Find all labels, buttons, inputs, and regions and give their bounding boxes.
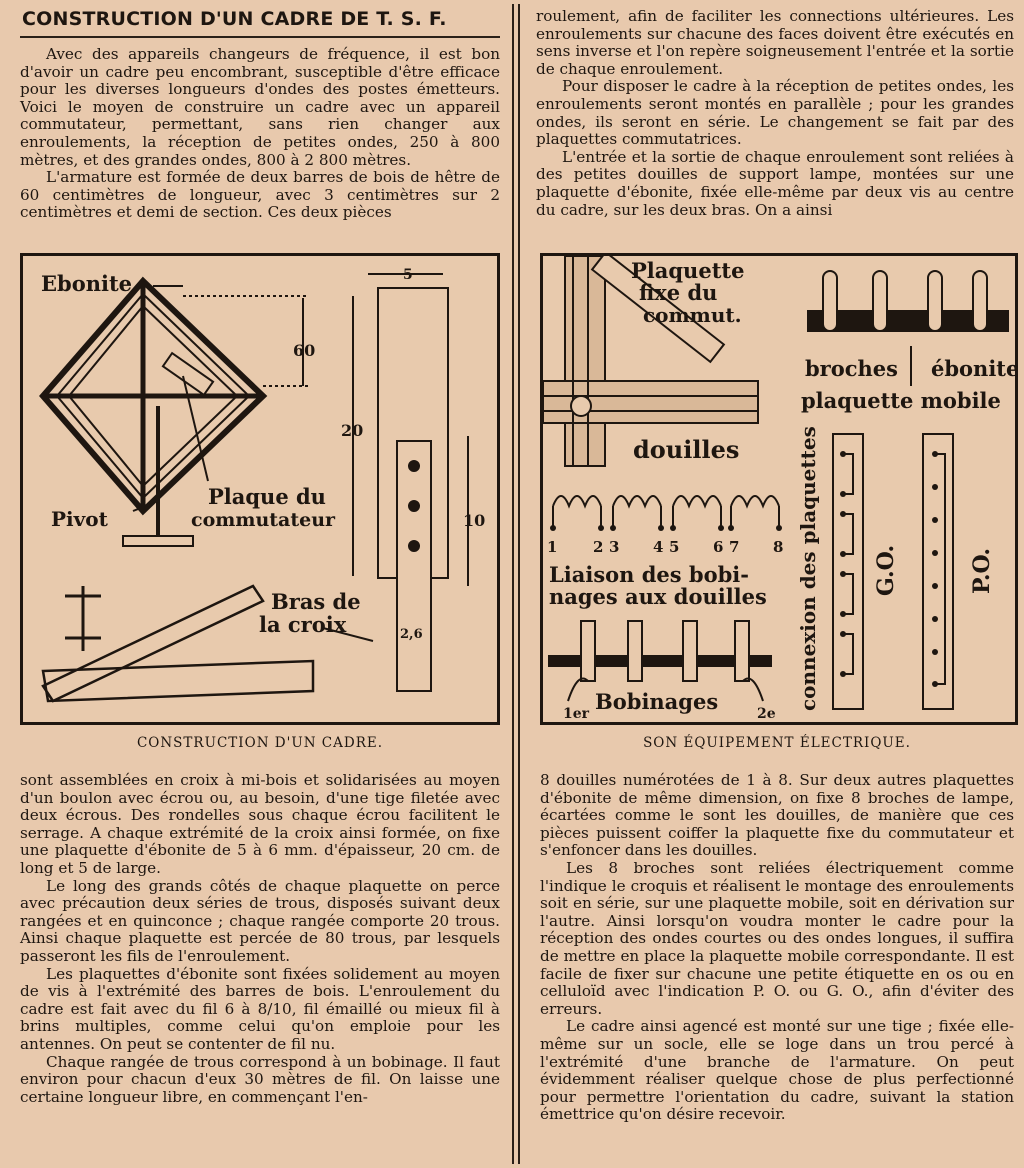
coil-number: 4	[653, 538, 664, 556]
label-bras-1: Bras de	[271, 589, 361, 614]
column-divider-2	[518, 4, 520, 1164]
coil-number: 6	[713, 538, 724, 556]
label-po: P.O.	[969, 547, 995, 594]
paragraph: 8 douilles numérotées de 1 à 8. Sur deux autres plaquettes d'ébonite de même dimension, on fixe 8 broches de lampe, écartées comme le sont les douilles, de manière que ces pièces puissent coiffer la plaquette fixe du commutateur et s'enfoncer dans les douilles.	[540, 771, 1014, 860]
dim-20: 20	[341, 421, 364, 440]
right-column-top	[536, 8, 1014, 219]
caption-right: SON ÉQUIPEMENT ÉLECTRIQUE.	[643, 735, 911, 751]
label-plaquette-mobile: plaquette mobile	[801, 388, 1001, 413]
coil-number: 2	[593, 538, 604, 556]
paragraph: Les 8 broches sont reliées électriquement comme l'indique le croquis et réalisent le montage des enroulements soit en série, sur une plaquette mobile, soit en dérivation sur l'autre. Ainsi lorsqu'on voudra monter le cadre pour la réception des ondes courtes ou des ondes longues, il suffira de mettre en place la plaquette mobile correspondante. Il est facile de fixer sur chacune une petite étiquette en os ou en celluloïd avec l'indication P. O. ou G. O., afin d'éviter des erreurs.	[540, 858, 1014, 1018]
dim-2-6: 2,6	[400, 627, 423, 642]
construction-drawing	[23, 256, 497, 722]
caption-left: CONSTRUCTION D'UN CADRE.	[136, 735, 384, 751]
equipement-drawing	[543, 256, 1015, 722]
column-divider	[512, 4, 514, 1164]
paragraph: Le long des grands côtés de chaque plaquette on perce avec précaution deux séries de trous, disposés suivant deux rangées et en quinconce ; chaque rangée comporte 20 trous. Ainsi chaque plaquette est percée de 80 trous, par lesquels passeront les fils de l'enroulement.	[20, 876, 500, 965]
label-plaquette-1: Plaquette	[631, 258, 745, 283]
label-1er: 1er	[563, 706, 590, 722]
paragraph: Les plaquettes d'ébonite sont fixées solidement au moyen de vis à l'extrémité des barres de bois. L'enroulement du cadre est fait avec du fil 6 à 8/10, fil émaillé ou mieux fil à brins multiples, comme celui qu'on emploie pour les antennes. On peut se contenter de fil nu.	[20, 964, 500, 1053]
paragraph: Pour disposer le cadre à la réception de petites ondes, les enroulements seront montés en parallèle ; pour les grandes ondes, ils seront en série. Le changement se fait par des plaquettes commutatrices.	[536, 77, 1014, 149]
paragraph: roulement, afin de faciliter les connections ultérieures. Les enroulements sur chacune des faces doivent être exécutés en sens inverse et l'on repère soigneusement l'entrée et la sortie de chaque enroulement.	[536, 7, 1014, 78]
label-bobinages: Bobinages	[595, 689, 719, 714]
paragraph: Le cadre ainsi agencé est monté sur une tige ; fixée elle-même sur un socle, elle se loge dans un trou percé à l'extrémité d'une branche de l'armature. On peut évidemment réaliser quelque chose de plus perfectionné pour permettre l'orientation du cadre, suivant la station émettrice qu'on désire recevoir.	[540, 1017, 1014, 1124]
label-bras-2: la croix	[259, 612, 347, 637]
label-liaison-2: nages aux douilles	[549, 584, 767, 609]
label-ebonite-right: ébonite	[931, 356, 1015, 381]
left-column-top	[20, 46, 500, 222]
paragraph: Avec des appareils changeurs de fréquence, il est bon d'avoir un cadre peu encombrant, susceptible d'être efficace pour les diverses longueurs d'ondes des postes émetteurs. Voici le moyen de construire un cadre avec un appareil commutateur, permettant, sans rien changer aux enroulements, la réception de petites ondes, 250 à 800 mètres, et des grandes ondes, 800 à 2 800 mètres.	[20, 45, 500, 169]
coil-number: 8	[773, 538, 784, 556]
paragraph: L'armature est formée de deux barres de bois de hêtre de 60 centimètres de longueur, avec 3 centimètres sur 2 centimètres et demi de section. Ces deux pièces	[20, 168, 500, 222]
coil-number: 3	[609, 538, 620, 556]
article-title: CONSTRUCTION D'UN CADRE DE T. S. F.	[22, 8, 447, 30]
figure-construction	[20, 253, 500, 725]
coil-number: 1	[547, 538, 558, 556]
label-douilles: douilles	[633, 435, 740, 464]
paragraph: Chaque rangée de trous correspond à un bobinage. Il faut environ pour chacun d'eux 30 mètres de fil. On laisse une certaine longueur libre, en commençant l'en-	[20, 1052, 500, 1106]
label-plaquette-2: fixe du	[639, 280, 718, 305]
label-go: G.O.	[873, 544, 899, 596]
label-ebonite: Ebonite	[41, 271, 133, 296]
label-plaque-1: Plaque du	[208, 484, 326, 509]
dim-60: 60	[293, 341, 316, 360]
label-plaquette-3: commut.	[643, 303, 742, 327]
label-2e: 2e	[757, 706, 776, 722]
paragraph: L'entrée et la sortie de chaque enroulement sont reliées à des petites douilles de support lampe, montées sur une plaquette d'ébonite, fixée elle-même par deux vis au centre du cadre, sur les deux bras. On a ainsi	[536, 147, 1014, 219]
left-column-bottom	[20, 772, 500, 1106]
label-plaque-2: commutateur	[191, 509, 336, 531]
label-broches: broches	[805, 356, 898, 381]
title-rule	[20, 36, 500, 38]
coil-number: 7	[729, 538, 740, 556]
label-liaison-1: Liaison des bobi-	[549, 562, 749, 587]
dim-5: 5	[403, 267, 413, 283]
label-pivot: Pivot	[51, 507, 108, 531]
figure-equipement	[540, 253, 1018, 725]
coil-number: 5	[669, 538, 680, 556]
paragraph: sont assemblées en croix à mi-bois et solidarisées au moyen d'un boulon avec écrou ou, au besoin, d'une tige filetée avec deux écrous. Des rondelles sous chaque écrou facilitent le serrage. A chaque extrémité de la croix ainsi formée, on fixe une plaquette d'ébonite de 5 à 6 mm. d'épaisseur, 20 cm. de long et 5 de large.	[20, 771, 500, 877]
dim-10: 10	[463, 511, 486, 530]
right-column-bottom	[540, 772, 1014, 1124]
label-connexion: connexion des plaquettes	[796, 426, 820, 711]
